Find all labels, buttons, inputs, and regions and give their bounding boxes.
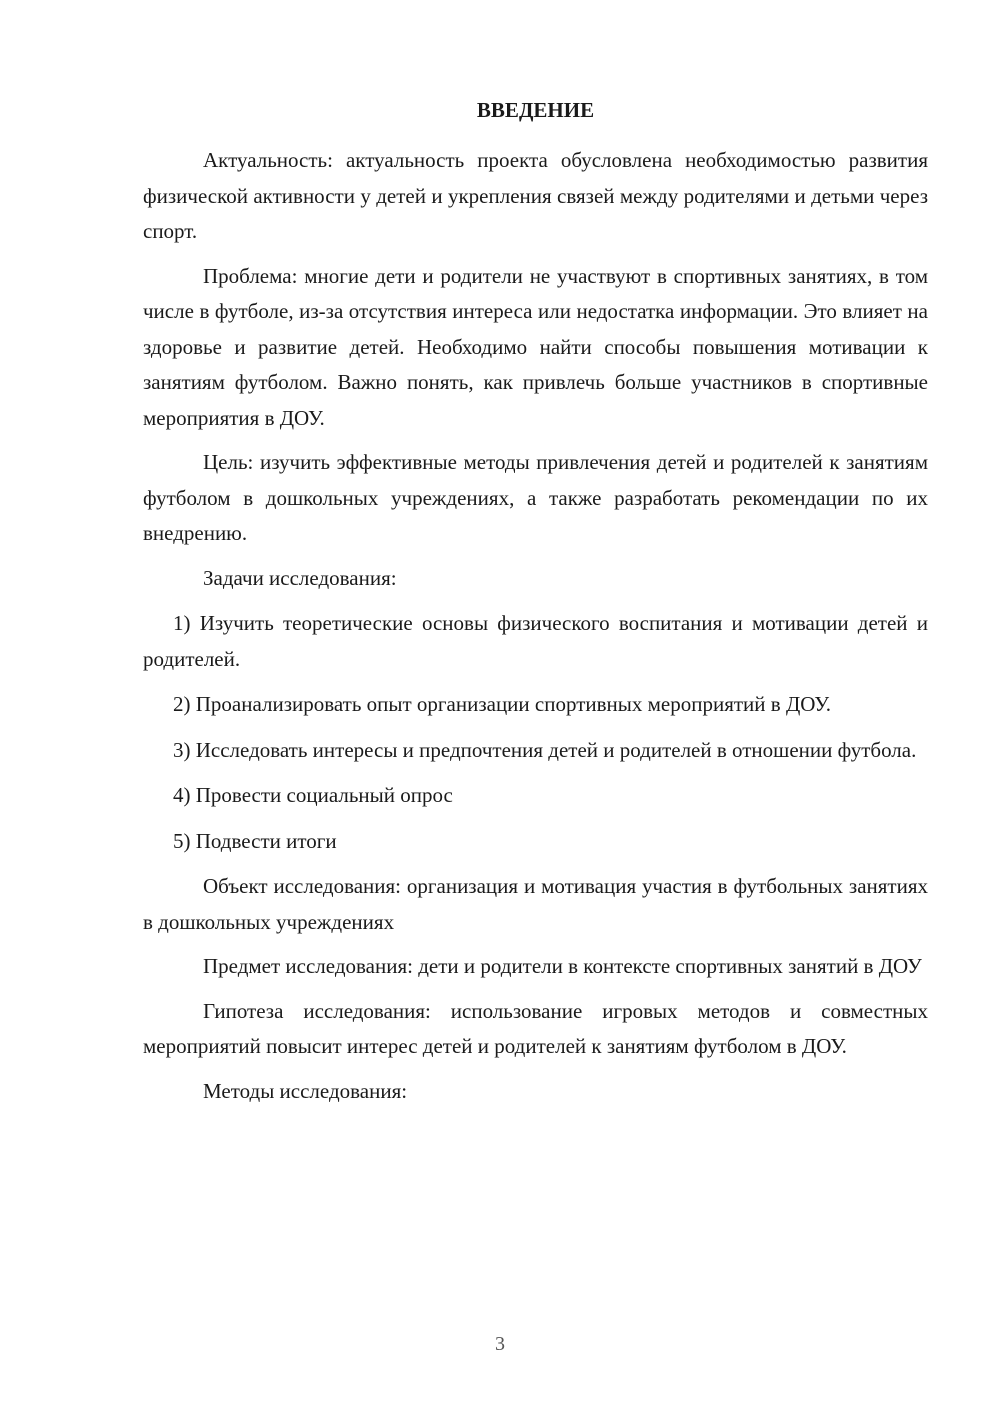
task-item-2: 2) Проанализировать опыт организации спортивных мероприятий в ДОУ. [173, 692, 831, 716]
paragraph-goal: Цель: изучить эффективные методы привлечения детей и родителей к занятиям футболом в дошкольных учреждениях, а также разработать рекомендации по их внедрению. [143, 450, 928, 545]
paragraph-hypothesis: Гипотеза исследования: использование игровых методов и совместных мероприятий повысит интерес детей и родителей к занятиям футболом в ДОУ. [143, 998, 928, 1058]
paragraph-methods: Методы исследования: [203, 1078, 408, 1103]
paragraph-object: Объект исследования: организация и мотивация участия в футбольных занятиях в дошкольных учреждениях [143, 874, 928, 934]
task-item-1: 1) Изучить теоретические основы физического воспитания и мотивации детей и родителей. [143, 611, 928, 671]
paragraph-relevance: Актуальность: актуальность проекта обусловлена необходимостью развития физической активности у детей и укрепления связей между родителями и детьми через спорт. [143, 148, 928, 243]
section-title: ВВЕДЕНИЕ [476, 98, 595, 122]
paragraph-subject: Предмет исследования: дети и родители в контексте спортивных занятий в ДОУ [203, 954, 922, 978]
page-number: 3 [495, 1333, 505, 1355]
paragraph-problem: Проблема: многие дети и родители не участвуют в спортивных занятиях, в том числе в футболе, из-за отсутствия интереса или недостатка информации. Это влияет на здоровье и развитие детей. Необходимо найти способы повышения мотивации к занятиям футболом. Важно понять, как привлечь больше участников в спортивные мероприятия в ДОУ. [143, 263, 928, 430]
document-page [143, 95, 928, 1118]
task-item-3: 3) Исследовать интересы и предпочтения детей и родителей в отношении футбола. [173, 737, 917, 762]
paragraph-tasks-heading: Задачи исследования: [203, 565, 397, 590]
task-item-4: 4) Провести социальный опрос [173, 783, 453, 807]
task-item-5: 5) Подвести итоги [173, 828, 337, 853]
